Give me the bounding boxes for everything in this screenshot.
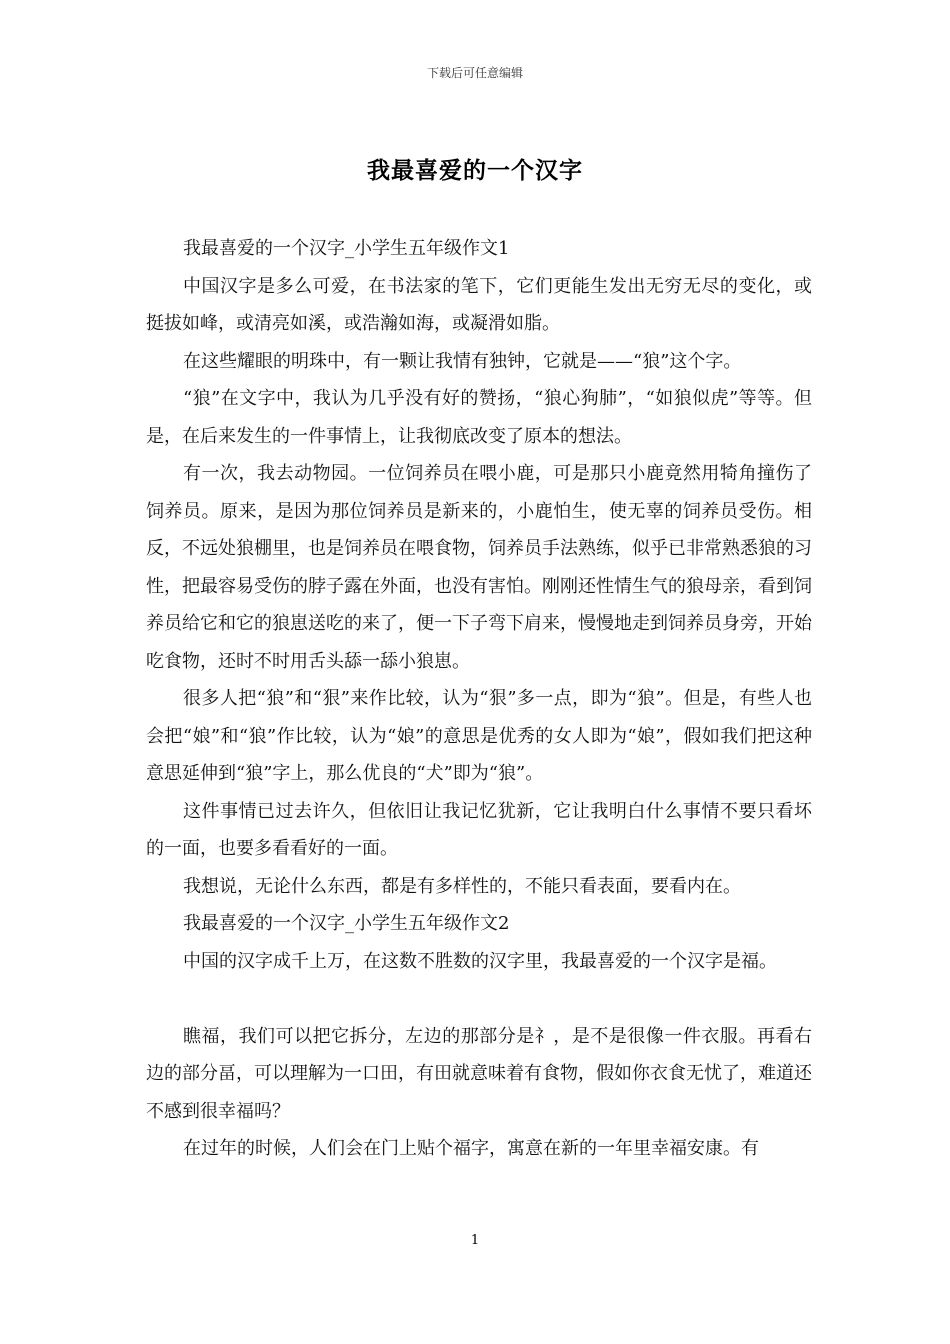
- paragraph: 在这些耀眼的明珠中，有一颗让我情有独钟，它就是——“狼”这个字。: [183, 350, 742, 372]
- page-number: 1: [470, 1233, 480, 1248]
- page-header: 下载后可任意编辑: [426, 66, 523, 80]
- paragraph: “狼”在文字中，我认为几乎没有好的赞扬，“狼心狗肺”，“如狼似虎”等等。但是，在后来发生的一件事情上，让我彻底改变了原本的想法。: [146, 388, 812, 447]
- paragraph: 这件事情已过去许久，但依旧让我记忆犹新，它让我明白什么事情不要只看坏的一面，也要多看看好的一面。: [146, 800, 812, 859]
- paragraph: 中国汉字是多么可爱，在书法家的笔下，它们更能生发出无穷无尽的变化，或挺拔如峰，或清亮如溪，或浩瀚如海，或凝滑如脂。: [146, 275, 812, 334]
- paragraph: 很多人把“狼”和“狠”来作比较，认为“狠”多一点，即为“狼”。但是，有些人也会把“娘”和“狼”作比较，认为“娘”的意思是优秀的女人即为“娘”，假如我们把这种意思延伸到“狼”字上，那么优良的“犬”即为“狼”。: [146, 688, 812, 784]
- paragraph: 我想说，无论什么东西，都是有多样性的，不能只看表面，要看内在。: [183, 875, 741, 897]
- section-heading-2: 我最喜爱的一个汉字_小学生五年级作文2: [183, 913, 510, 934]
- paragraph: 在过年的时候，人们会在门上贴个福字，寓意在新的一年里幸福安康。有: [183, 1138, 759, 1159]
- document-title: 我最喜爱的一个汉字: [367, 157, 583, 184]
- paragraph: 瞧福，我们可以把它拆分，左边的那部分是礻，是不是很像一件衣服。再看右边的部分畐，可以理解为一口田，有田就意味着有食物，假如你衣食无忧了，难道还不感到很幸福吗？: [146, 1025, 812, 1122]
- paragraph: 有一次，我去动物园。一位饲养员在喂小鹿，可是那只小鹿竟然用犄角撞伤了饲养员。原来，是因为那位饲养员是新来的，小鹿怕生，使无辜的饲养员受伤。相反，不远处狼棚里，也是饲养员在喂食物，饲养员手法熟练，似乎已非常熟悉狼的习性，把最容易受伤的脖子露在外面，也没有害怕。刚刚还性情生气的狼母亲，看到饲养员给它和它的狼崽送吃的来了，便一下子弯下肩来，慢慢地走到饲养员身旁，开始吃食物，还时不时用舌头舔一舔小狼崽。: [146, 463, 812, 672]
- section-heading-1: 我最喜爱的一个汉字_小学生五年级作文1: [183, 238, 510, 259]
- document-body: [146, 230, 812, 1168]
- paragraph: 中国的汉字成千上万，在这数不胜数的汉字里，我最喜爱的一个汉字是福。: [183, 950, 777, 972]
